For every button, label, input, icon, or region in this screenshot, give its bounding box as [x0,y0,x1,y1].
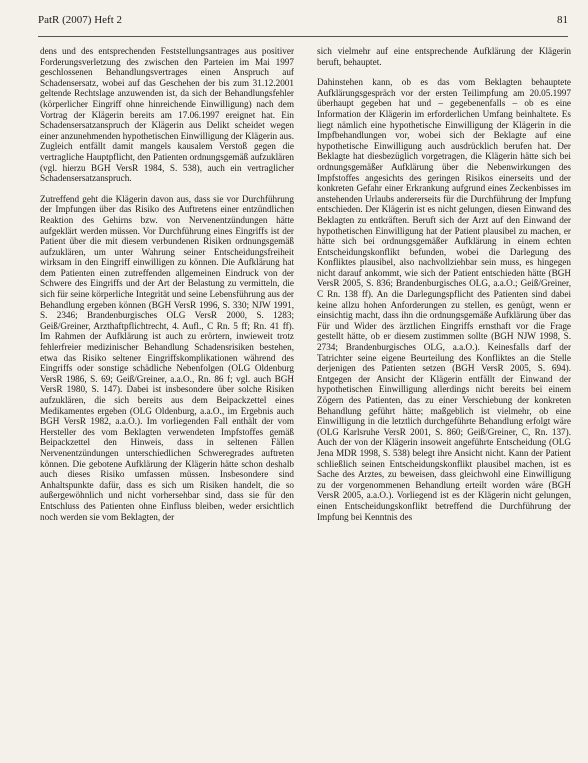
paragraph: sich vielmehr auf eine entsprechende Aufklärung der Klägerin beruft, behauptet. [317,46,571,67]
page-header [38,14,568,32]
right-column [317,46,571,758]
header-rule [38,36,568,37]
journal-reference: PatR (2007) Heft 2 [38,14,123,26]
paragraph: Dahinstehen kann, ob es das vom Beklagten behauptete Aufklärungsgespräch vor der ersten Teilimpfung am 20.05.1997 überhaupt gegeben hat und – gegebenenfalls – ob es eine Information der Klägerin im erforderlichen Umfang beinhaltete. Es liegt nämlich eine hypothetische Einwilligung der Klägerin in die Impfbehandlungen vor, wobei sich der Beklagte auf eine hypothetische Einwilligung auch ausdrücklich berufen hat. Der Beklagte hat diesbezüglich vorgetragen, die Klägerin hätte sich bei ordnungsgemäßer Aufklärung über die Nebenwirkungen des Impfstoffes angesichts des geringen Risikos einerseits und der konkreten Gefahr einer Erkrankung aufgrund eines Zeckenbisses im anstehenden Urlaubs andererseits für die Durchführung der Impfung entschieden. Der Klägerin ist es nicht gelungen, diesen Einwand des Beklagten zu entkräften. Beruft sich der Arzt auf den Einwand der hypothetischen Einwilligung hat der Patient plausibel zu machen, er hätte sich bei ordnungsgemäßer Aufklärung in einem echten Entscheidungskonflikt befunden, wobei die Darlegung des Konfliktes plausibel, also nachvollziehbar sein muss, es hingegen nicht darauf ankommt, wie sich der Patient entschieden hätte (BGH VersR 2005, S. 836; Brandenburgisches OLG, a.a.O.; Geiß/Greiner, C Rn. 138 ff). An die Darlegungspflicht des Patienten sind dabei keine allzu hohen Anforderungen zu stellen, es genügt, wenn er einsichtig macht, dass ihn die ordnungsgemäße Aufklärung über das Für und Wider des ärztlichen Eingriffs ernsthaft vor die Frage gestellt hätte, ob er diesem zustimmen sollte (BGH NJW 1998, S. 2734; Brandenburgisches OLG, a.a.O.). Keinesfalls darf der Tatrichter seine eigene Beurteilung des Konfliktes an die Stelle derjenigen des Patienten setzen (BGH VersR 2005, S. 694). Entgegen der Ansicht der Klägerin entfällt der Einwand der hypothetischen Einwilligung allerdings nicht bereits bei einem Zögern des Patienten, das zu einer Verschiebung der konkreten Behandlung geführt hätte; maßgeblich ist vielmehr, ob eine Einwilligung in die letztlich durchgeführte Behandlung erfolgt wäre (OLG Karlsruhe VersR 2001, S. 860; Geiß/Greiner, C, Rn. 137). Auch der von der Klägerin insoweit angeführte Entscheidung (OLG Jena MDR 1998, S. 538) belegt ihre Ansicht nicht. Kann der Patient schließlich seinen Entscheidungskonflikt plausibel machen, ist es Sache des Arztes, zu beweisen, dass gleichwohl eine Einwilligung zu der vorgenommenen Behandlung erteilt worden wäre (BGH VersR 2005, a.a.O.). Vorliegend ist es der Klägerin nicht gelungen, einen Entscheidungskonflikt betreffend die Durchführung der Impfung bei Kenntnis des [317,77,571,522]
page-number: 81 [557,14,568,26]
paragraph: Zutreffend geht die Klägerin davon aus, dass sie vor Durchführung der Impfungen über das Risiko des Auftretens einer entzündlichen Reaktion des Gehirns bzw. von Nervenentzündungen hätte aufgeklärt werden müssen. Vor Durchführung eines Eingriffs ist der Patient über die mit diesem verbundenen Risiken ordnungsgemäß aufzuklären, um unter Wahrung seiner Entscheidungsfreiheit wirksam in den Eingriff einwilligen zu können. Die Aufklärung hat dem Patienten einen zutreffenden allgemeinen Eindruck von der Schwere des Eingriffs und der Art der Belastung zu vermitteln, die sich für seine körperliche Integrität und seine Lebensführung aus der Behandlung ergeben können (BGH VersR 1996, S. 330; NJW 1991, S. 2346; Brandenburgisches OLG VersR 2000, S. 1283; Geiß/Greiner, Arzthaftpflichtrecht, 4. Aufl., C Rn. 5 ff; Rn. 41 ff). Im Rahmen der Aufklärung ist auch zu erörtern, inwieweit trotz fehlerfreier medizinischer Behandlung Schadensrisiken bestehen, etwa das Risiko seltener Eingriffskomplikationen während des Eingriffs oder sonstige schädliche Nebenfolgen (OLG Oldenburg VersR 1986, S. 69; Geiß/Greiner, a.a.O., Rn. 86 f; vgl. auch BGH VersR 1980, S. 147). Dabei ist insbesondere über solche Risiken aufzuklären, die sich bereits aus dem Beipackzettel eines Medikamentes ergeben (OLG Oldenburg, a.a.O., im Ergebnis auch BGH VersR 1982, a.a.O.). Im vorliegenden Fall enthält der vom Hersteller des vom Beklagten verwendeten Impfstoffes gemäß Beipackzettel den Hinweis, dass in seltenen Fällen Nervenentzündungen unterschiedlichen Schweregrades auftreten können. Die gebotene Aufklärung der Klägerin hätte schon deshalb auch dieses Risiko umfassen müssen. Insbesondere sind Anhaltspunkte dafür, dass es sich um Risiken handelt, die so außergewöhnlich und nicht vorhersehbar sind, dass sie für den Entschluss des Patienten ohne Einfluss bleiben, weder ersichtlich noch werden sie vom Beklagten, der [40,193,294,522]
paragraph: dens und des entsprechenden Feststellungsantrages aus positiver Forderungsverletzung des zwischen den Parteien im Mai 1997 geschlossenen Behandlungsvertrages einen Anspruch auf Schadensersatz, wobei auf das Geschehen der bis zum 31.12.2001 geltende Rechtslage anzuwenden ist, da sich der Behandlungsfehler (körperlicher Eingriff ohne hinreichende Einwilligung) nach dem Vortrag der Klägerin bereits am 17.06.1997 ereignet hat. Ein Schadensersatzanspruch der Klägerin aus Delikt scheidet wegen einer anzunehmenden hypothetischen Einwilligung der Klägerin aus. Zugleich entfällt damit mangels kausalem Verstoß gegen die vertragliche Hauptpflicht, den Patienten ordnungsgemäß aufzuklären (vgl. hierzu BGH VersR 1984, S. 538), auch ein vertraglicher Schadensersatzanspruch. [40,46,294,184]
left-column [40,46,294,758]
